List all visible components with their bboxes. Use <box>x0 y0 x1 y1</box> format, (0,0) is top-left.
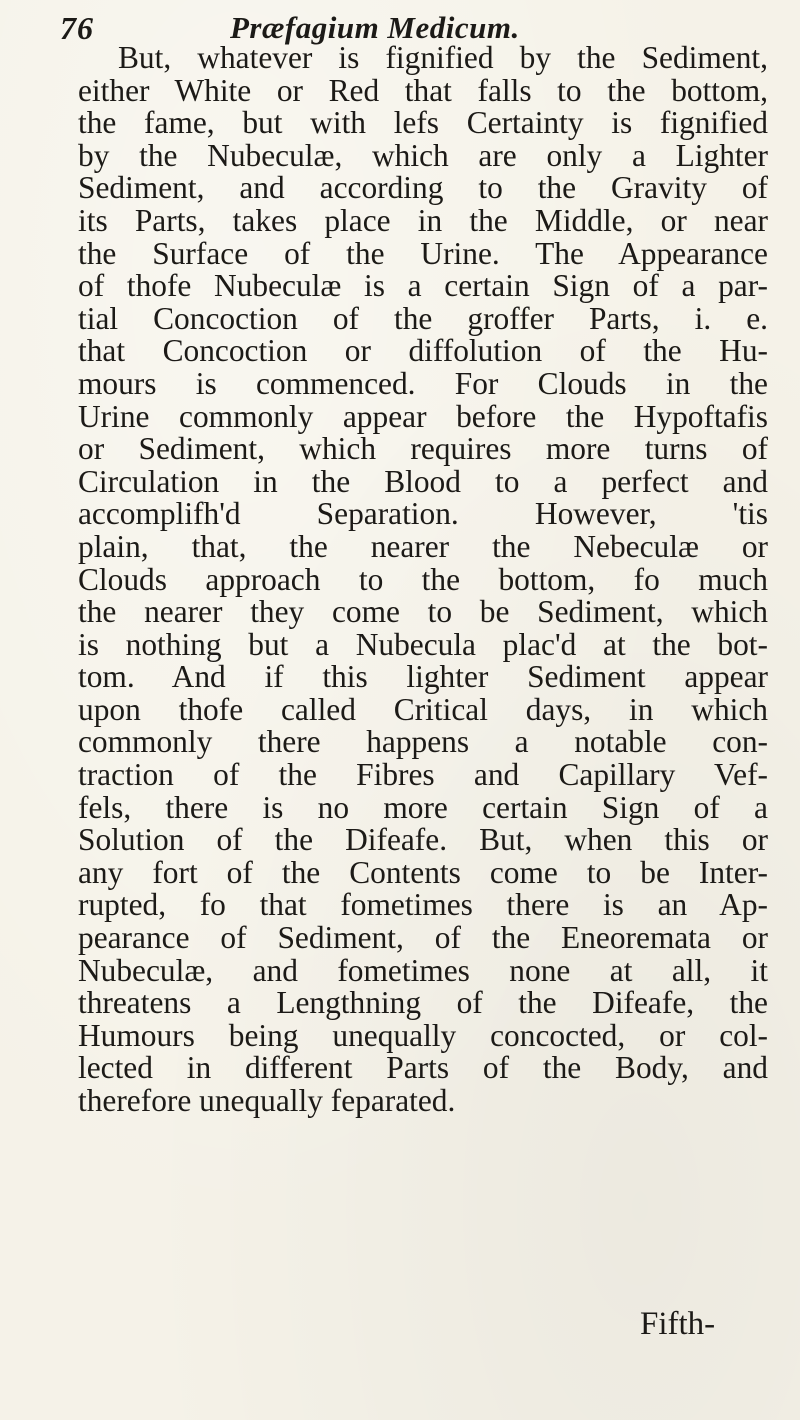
text-line: tom. And if this lighter Sediment appear <box>78 659 768 695</box>
text-line: pearance of Sediment, of the Eneoremata or <box>78 920 768 956</box>
text-line: that Concoction or diffolution of the Hu- <box>78 333 768 369</box>
body-paragraph <box>78 42 768 1118</box>
text-line: the Surface of the Urine. The Appearance <box>78 235 768 271</box>
text-line: its Parts, takes place in the Middle, or near <box>78 202 768 238</box>
text-line: the nearer they come to be Sediment, which <box>78 594 768 630</box>
text-line: fels, there is no more certain Sign of a <box>78 789 768 825</box>
text-line: commonly there happens a notable con- <box>78 724 768 760</box>
page-number: 76 <box>60 10 94 46</box>
text-line: rupted, fo that fometimes there is an Ap- <box>78 887 768 923</box>
text-line: accomplifh'd Separation. However, 'tis <box>78 496 768 532</box>
text-line: Circulation in the Blood to a perfect and <box>78 463 768 499</box>
catchword: Fifth- <box>640 1306 716 1342</box>
text-line: threatens a Lengthning of the Difeafe, the <box>78 985 768 1021</box>
text-line: upon thofe called Critical days, in which <box>78 691 768 727</box>
text-line: Sediment, and according to the Gravity of <box>78 170 768 206</box>
text-line: the fame, but with lefs Certainty is fignified <box>78 105 768 141</box>
text-line: therefore unequally feparated. <box>78 1083 456 1118</box>
text-line: Humours being unequally concocted, or col- <box>78 1017 768 1053</box>
text-line: Nubeculæ, and fometimes none at all, it <box>78 952 768 988</box>
text-line: traction of the Fibres and Capillary Vef- <box>78 757 768 793</box>
text-line: tial Concoction of the groffer Parts, i. e. <box>78 300 768 336</box>
text-line: is nothing but a Nubecula plac'd at the bot- <box>78 626 768 662</box>
text-line: any fort of the Contents come to be Inter- <box>78 854 768 890</box>
text-line: of thofe Nubeculæ is a certain Sign of a par- <box>78 268 768 304</box>
text-line: But, whatever is fignified by the Sediment, <box>118 40 768 75</box>
text-line: lected in different Parts of the Body, and <box>78 1050 768 1086</box>
running-head: Præfagium Medicum. <box>230 10 520 45</box>
text-line: either White or Red that falls to the bottom, <box>78 72 768 108</box>
text-line: mours is commenced. For Clouds in the <box>78 365 768 401</box>
text-line: plain, that, the nearer the Nebeculæ or <box>78 528 768 564</box>
text-line: Urine commonly appear before the Hypoftafis <box>78 398 768 434</box>
text-line: Solution of the Difeafe. But, when this or <box>78 822 768 858</box>
text-line: by the Nubeculæ, which are only a Lighter <box>78 137 768 173</box>
text-line: Clouds approach to the bottom, fo much <box>78 561 768 597</box>
text-line: or Sediment, which requires more turns of <box>78 431 768 467</box>
